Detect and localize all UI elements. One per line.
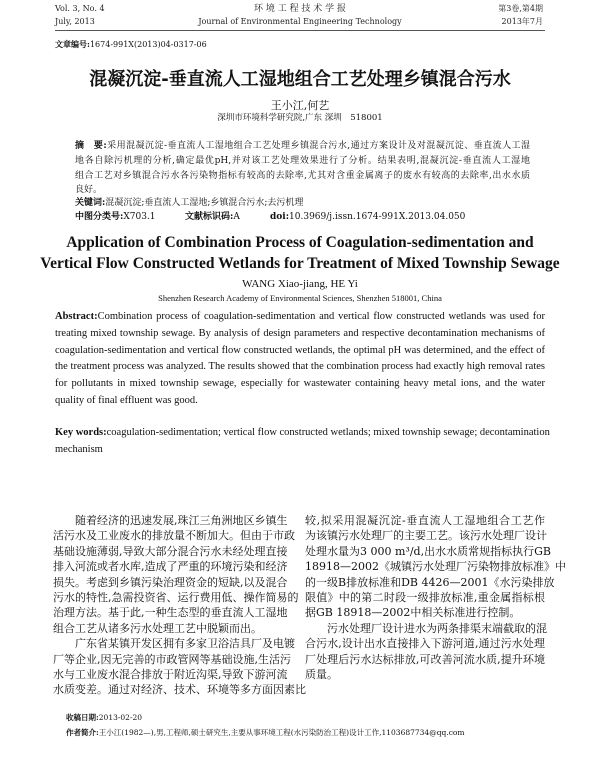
article-id-value: 1674-991X(2013)04-0317-06 [89, 40, 207, 49]
body-left-line-text: 损失。考虑到乡镇污染治理资金的短缺,以及混合 [53, 575, 288, 589]
abstract-en-line-text: coagulation-sedimentation and vertical flow constructed wetlands, the optimal pH was determined, and the effect of [55, 344, 545, 356]
body-left-line [53, 544, 288, 559]
title-cn: 混凝沉淀-垂直流人工湿地组合工艺处理乡镇混合污水 [89, 69, 511, 90]
doi-label: doi: [270, 212, 290, 222]
header-rule [55, 30, 545, 31]
body-right-line-text: 污水处理厂设计进水为两条排渠末端截取的混 [327, 621, 547, 635]
body-right-line-text: 较,拟采用混凝沉淀-垂直流人工湿地组合工艺作 [305, 514, 545, 527]
title-en-line-2: Vertical Flow Constructed Wetlands for Treatment of Mixed Township Sewage [40, 255, 560, 272]
body-right-line [305, 653, 545, 667]
body-right-line-text: 质量。 [305, 668, 338, 681]
abstract-en-line [55, 310, 545, 323]
body-right-line-text: 合污水,设计出水直接排入下游河道,通过污水处理 [305, 637, 545, 651]
received-date [66, 712, 142, 723]
doc-code-label: 文献标识码: [185, 212, 234, 222]
affiliation-en: Shenzhen Research Academy of Environmental Sciences, Shenzhen 518001, China [158, 293, 442, 303]
abstract-en-label: Abstract: [55, 311, 98, 322]
body-left-line [53, 606, 288, 620]
body-right-line [305, 514, 545, 528]
doc-code-value: A [233, 212, 240, 222]
keywords-cn-label: 关键词: [75, 198, 106, 208]
body-left-line-text: 治理方法。基于此,一种生态型的垂直流人工湿地 [53, 606, 288, 620]
body-right-line [305, 560, 566, 574]
abstract-en-line-text: for pollutants in mixed township sewage, especially for wastewater containing heavy metal ions, and the water [55, 378, 545, 390]
doi-value: 10.3969/j.issn.1674-991X.2013.04.050 [289, 212, 466, 222]
body-left-line [53, 560, 288, 574]
body-right-line [305, 591, 545, 605]
abstract-cn-line [75, 155, 530, 167]
body-right-line-text: 为该镇污水处理厂的主要工艺。该污水处理厂设计 [305, 529, 547, 543]
journal-name-cn: 环 境 工 程 技 术 学 报 [253, 4, 347, 14]
keywords-en-line [55, 426, 550, 439]
body-left-line [75, 637, 295, 651]
body-left-line [53, 668, 288, 682]
abstract-en-line-text: treating mixed township sewage. By analysis of design parameters and respective decontamination mechanisms of [55, 327, 545, 339]
body-right-line [305, 606, 520, 620]
abstract-cn-line [75, 170, 530, 182]
abstract-cn-line-text: 良好。 [75, 185, 103, 196]
body-left-line [53, 529, 295, 543]
classification [75, 211, 535, 223]
received-label: 收稿日期: [66, 713, 99, 722]
abstract-cn-line-text: 组合工艺对乡镇混合污水各污染物指标有较高的去除率,尤其对含重金属离子的废水有较高的去除率,出水水质 [75, 170, 530, 181]
body-right-line-text: 据GB 18918—2002中相关标准进行控制。 [305, 606, 521, 620]
clc-label: 中图分类号: [75, 212, 124, 222]
volume-en: Vol. 3, No. 4 [55, 4, 105, 13]
body-right-line-text: 限值》中的第二时段一级排放标准,重金属指标根 [305, 591, 545, 604]
abstract-cn-line-text: 地各自除污机理的分析,确定最优pH,并对该工艺处理效果进行了分析。结果表明,混凝沉淀-垂直流人工湿地 [75, 155, 530, 166]
authors-en: WANG Xiao-jiang, HE Yi [242, 278, 358, 290]
date-en: July, 2013 [55, 17, 95, 26]
body-left-line [53, 683, 306, 697]
article-id [55, 39, 207, 50]
date-cn: 2013年7月 [501, 17, 543, 26]
abstract-en-line [55, 327, 545, 340]
body-right-line [327, 622, 545, 636]
body-left-line-text: 污水的特性,急需投资省、运行费用低、操作简易的 [53, 591, 299, 604]
abstract-en-line [55, 377, 545, 390]
bio-label: 作者简介: [66, 728, 99, 737]
body-right-line [305, 544, 551, 559]
keywords-en-line-text: mechanism [55, 443, 103, 455]
keywords-cn [75, 197, 303, 209]
body-left-line-text: 水与工业废水混合排放于附近沟渠,导致下游河流 [53, 668, 288, 681]
body-left-line-text: 厂等企业,因无完善的市政管网等基础设施,生活污 [53, 652, 291, 666]
body-right-line-text: 18918—2002《城镇污水处理厂污染物排放标准》中 [305, 560, 566, 574]
body-right-line [305, 575, 555, 590]
abstract-en-line-text: quality of final effluent was good. [55, 395, 198, 406]
abstract-en-line [55, 360, 545, 373]
clc-value: X703.1 [123, 212, 156, 222]
abstract-en-line [55, 344, 545, 357]
body-right-line-text: 处理水量为3 000 m³/d,出水水质常规指标执行GB [305, 544, 551, 558]
abstract-en-line-text: the treatment process was analyzed. The results showed that the combination process had exactly high removal rates [55, 361, 545, 373]
volume-cn: 第3卷,第4期 [498, 4, 543, 13]
body-left-line-text: 基础设施薄弱,导致大部分混合污水未经处理直接 [53, 544, 288, 558]
body-left-line [53, 591, 299, 605]
body-left-line [75, 514, 288, 528]
body-right-line [305, 529, 545, 543]
body-left-line-text: 组合工艺从诸多污水处理工艺中脱颖而出。 [53, 621, 262, 635]
body-right-line [305, 668, 338, 682]
received-value: 2013-02-20 [98, 713, 143, 722]
body-right-line-text: 厂处理后污水达标排放,可改善河流水质,提升环境 [305, 652, 545, 666]
body-left-line-text: 排入河流或者水库,造成了严重的环境污染和经济 [53, 560, 288, 574]
keywords-cn-value: 混凝沉淀;垂直流人工湿地;乡镇混合污水;去污机理 [105, 198, 304, 208]
body-right-line [305, 637, 545, 651]
bio-value: 王小江(1982—),男,工程师,硕士研究生,主要从事环境工程(水污染防治工程)设计工作,1103687734@qq.com [98, 728, 465, 737]
affiliation-cn: 深圳市环境科学研究院,广东 深圳 518001 [217, 113, 383, 123]
abstract-cn-line-text: 采用混凝沉淀-垂直流人工湿地组合工艺处理乡镇混合污水,通过方案设计及对混凝沉淀、垂直流人工湿 [106, 141, 530, 151]
keywords-en-label: Key words: [55, 427, 107, 438]
body-left-line [53, 652, 291, 667]
body-left-line [53, 575, 288, 590]
abstract-cn-line [75, 184, 102, 196]
journal-name-en: Journal of Environmental Engineering Technology [198, 17, 402, 26]
body-right-line-text: 的一级B排放标准和DB 4426—2001《水污染排放 [305, 575, 555, 589]
authors-cn: 王小江,何艺 [270, 99, 330, 112]
article-id-label: 文章编号: [55, 39, 90, 49]
keywords-en-line [55, 443, 103, 456]
body-left-line-text: 广东省某镇开发区拥有多家卫浴洁具厂及电镀 [75, 637, 295, 651]
keywords-en-line-text: coagulation-sedimentation; vertical flow constructed wetlands; mixed township sewage; decontamination [106, 427, 550, 438]
author-bio [66, 727, 465, 738]
abstract-en-line [55, 394, 198, 407]
abstract-cn-line [75, 140, 530, 152]
abstract-cn-label: 摘 要: [75, 141, 107, 151]
body-left-line-text: 活污水及工业废水的排放量不断加大。但由于市政 [53, 529, 295, 543]
body-left-line-text: 水质变差。通过对经济、技术、环境等多方面因素比 [53, 683, 306, 697]
body-left-line [53, 622, 262, 636]
title-en-line-1: Application of Combination Process of Coagulation-sedimentation and [66, 234, 534, 251]
abstract-en-line-text: Combination process of coagulation-sedimentation and vertical flow constructed wetlands was used for [97, 311, 545, 322]
body-left-line-text: 随着经济的迅速发展,珠江三角洲地区乡镇生 [75, 514, 288, 527]
